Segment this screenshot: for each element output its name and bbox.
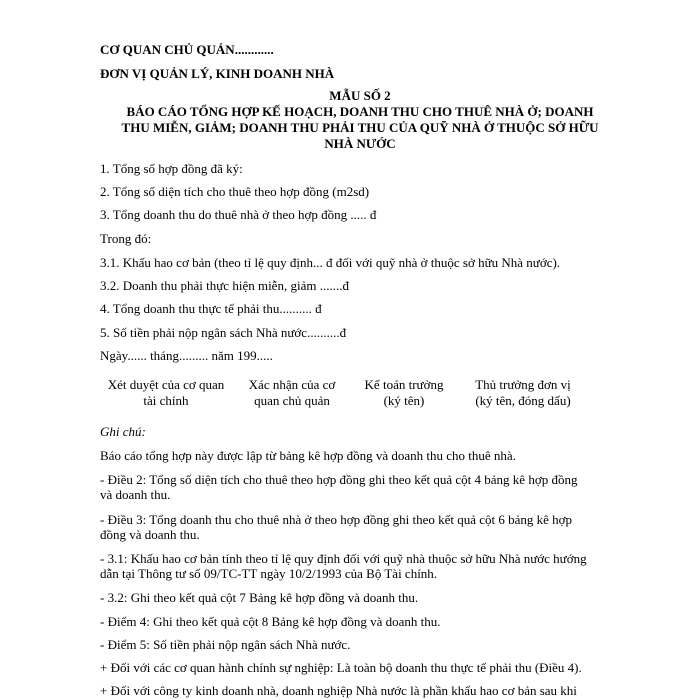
note-line: và doanh thu.: [100, 487, 171, 502]
note-line: - 3.2: Ghi theo kết quả cột 7 Bảng kê hợp đồng và doanh thu.: [100, 590, 419, 605]
form-number: MẪU SỐ 2: [329, 88, 391, 103]
note-line: Báo cáo tổng hợp này được lập từ bảng kê hợp đồng và doanh thu cho thuê nhà.: [100, 448, 516, 463]
signature-unit-head: Thủ trưởng đơn vị (ký tên, đóng dấu): [475, 377, 571, 408]
item-total-area: 2. Tổng số diện tích cho thuê theo hợp đồng (m2sd): [100, 184, 370, 199]
signature-chief-accountant: Kế toán trưởng (ký tên): [364, 377, 444, 408]
item-total-revenue: 3. Tổng doanh thu do thuê nhà ở theo hợp đồng ..... đ: [100, 207, 377, 222]
item-depreciation: 3.1. Khấu hao cơ bản (theo tỉ lệ quy định... đ đối với quỹ nhà ở thuộc sở hữu Nhà nước).: [100, 255, 561, 270]
signature-finance-agency: Xét duyệt của cơ quan tài chính: [107, 377, 225, 408]
note-line: dẫn tại Thông tư số 09/TC-TT ngày 10/2/1993 của Bộ Tài chính.: [100, 566, 438, 581]
note-line: đồng và doanh thu.: [100, 527, 200, 542]
form-title-line-3: NHÀ NƯỚC: [324, 136, 396, 151]
signature-managing-agency: Xác nhận của cơ quan chủ quản: [248, 377, 336, 408]
note-line: + Đối với công ty kinh doanh nhà, doanh nghiệp Nhà nước là phần khấu hao cơ bản sau khi: [100, 683, 577, 698]
note-line: + Đối với các cơ quan hành chính sự nghiệp: Là toàn bộ doanh thu thực tế phải thu (Điều 4).: [100, 660, 582, 675]
item-total-contracts: 1. Tổng số hợp đồng đã ký:: [100, 161, 243, 176]
item-budget-payment: 5. Số tiền phải nộp ngân sách Nhà nước..........đ: [100, 325, 347, 340]
form-title-line-1: BÁO CÁO TỔNG HỢP KẾ HOẠCH, DOANH THU CHO THUÊ NHÀ Ở; DOANH: [126, 104, 594, 119]
notes-heading: Ghi chú:: [100, 424, 146, 439]
note-line: - Điều 3: Tổng doanh thu cho thuê nhà ở theo hợp đồng ghi theo kết quả cột 6 bảng kê hợp: [100, 512, 573, 527]
item-exemption: 3.2. Doanh thu phải thực hiện miễn, giảm .......đ: [100, 278, 349, 293]
date-line: Ngày...... tháng......... năm 199.....: [100, 348, 273, 363]
item-in-which: Trong đó:: [100, 231, 152, 246]
unit-header: ĐƠN VỊ QUẢN LÝ, KINH DOANH NHÀ: [100, 66, 335, 81]
note-line: - Điểm 4: Ghi theo kết quả cột 8 Bảng kê hợp đồng và doanh thu.: [100, 614, 441, 629]
note-line: - Điểm 5: Số tiền phải nộp ngân sách Nhà nước.: [100, 637, 351, 652]
item-actual-revenue: 4. Tổng doanh thu thực tế phải thu.......... đ: [100, 301, 322, 316]
note-line: - Điều 2: Tổng số diện tích cho thuê theo hợp đồng ghi theo kết quả cột 4 bảng kê hợp đồng: [100, 472, 578, 487]
note-line: - 3.1: Khấu hao cơ bản tính theo tỉ lệ quy định đối với quỹ nhà thuộc sở hữu Nhà nước hướng: [100, 551, 587, 566]
form-title-line-2: THU MIỄN, GIẢM; DOANH THU PHẢI THU CỦA QUỸ NHÀ Ở THUỘC SỞ HỮU: [121, 120, 599, 135]
agency-header: CƠ QUAN CHỦ QUẢN............: [100, 42, 274, 57]
